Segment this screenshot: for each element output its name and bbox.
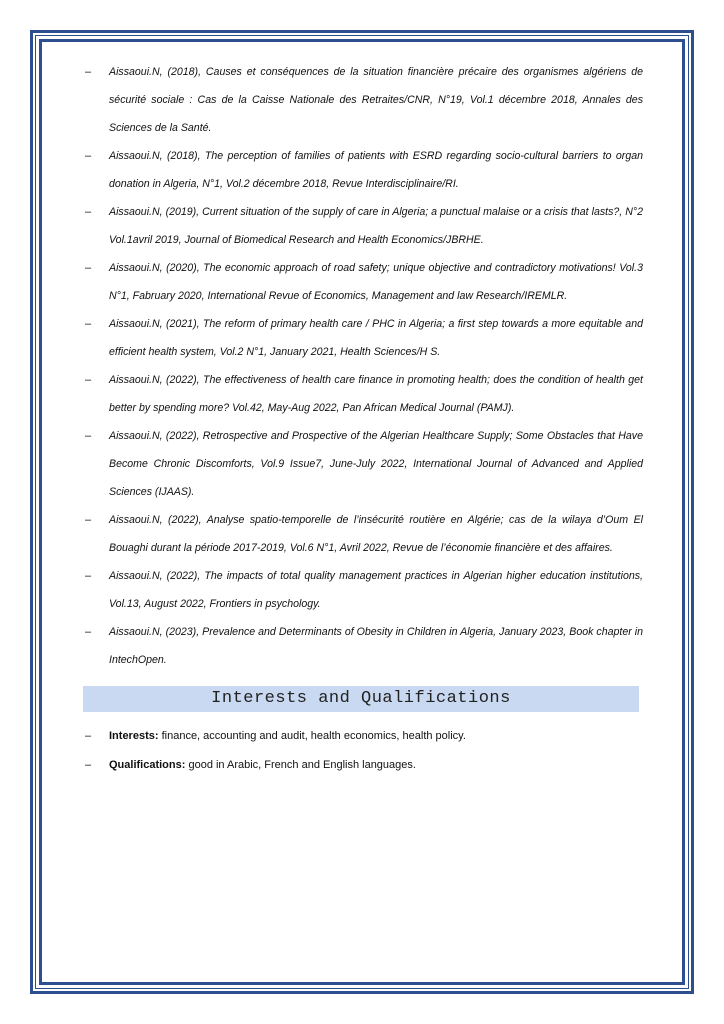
bullet-dash: –: [85, 430, 92, 442]
publication-text: Aissaoui.N, (2022), Retrospective and Prospective of the Algerian Healthcare Supply; Some Obstacles that Have Become Chronic Discomforts, Vol.9 Issue7, June-July 2022, International Journal of Advanced and Applied Sciences (IJAAS).: [109, 430, 643, 498]
publication-text: Aissaoui.N, (2020), The economic approach of road safety; unique objective and contradictory motivations! Vol.3 N°1, Fabruary 2020, International Revue of Economics, Management and law Research/IREMLR.: [109, 262, 643, 302]
bullet-dash: –: [85, 374, 92, 386]
publication-item: [83, 422, 643, 506]
bullet-dash: –: [85, 626, 92, 638]
publication-text: Aissaoui.N, (2023), Prevalence and Determinants of Obesity in Children in Algeria, January 2023, Book chapter in IntechOpen.: [109, 626, 643, 666]
bullet-dash: –: [85, 759, 92, 771]
publication-item: [83, 366, 643, 422]
publication-text: Aissaoui.N, (2021), The reform of primary health care / PHC in Algeria; a first step towards a more equitable and efficient health system, Vol.2 N°1, January 2021, Health Sciences/H S.: [109, 318, 643, 358]
bullet-dash: –: [85, 570, 92, 582]
publication-text: Aissaoui.N, (2022), The effectiveness of health care finance in promoting health; does the condition of health get better by spending more? Vol.42, May-Aug 2022, Pan African Medical Journal (PAMJ).: [109, 374, 643, 414]
publication-item: [83, 562, 643, 618]
section-header-interests-qualifications: Interests and Qualifications: [83, 686, 639, 712]
publication-list: [83, 58, 643, 674]
qualifications-item: [83, 751, 643, 780]
interests-qualifications-list: [83, 722, 643, 780]
interests-label: Interests:: [109, 730, 159, 742]
publication-text: Aissaoui.N, (2018), The perception of families of patients with ESRD regarding socio-cultural barriers to organ donation in Algeria, N°1, Vol.2 décembre 2018, Revue Interdisciplinaire/RI.: [109, 150, 643, 190]
publication-item: [83, 506, 643, 562]
publication-item: [83, 198, 643, 254]
publication-item: [83, 254, 643, 310]
page-content: [83, 58, 643, 780]
publication-item: [83, 142, 643, 198]
bullet-dash: –: [85, 730, 92, 742]
bullet-dash: –: [85, 262, 92, 274]
bullet-dash: –: [85, 318, 92, 330]
bullet-dash: –: [85, 150, 92, 162]
publication-text: Aissaoui.N, (2019), Current situation of the supply of care in Algeria; a punctual malaise or a crisis that lasts?, N°2 Vol.1avril 2019, Journal of Biomedical Research and Health Economics/JBRHE.: [109, 206, 643, 246]
bullet-dash: –: [85, 206, 92, 218]
publication-text: Aissaoui.N, (2022), Analyse spatio-temporelle de l’insécurité routière en Algérie; cas de la wilaya d’Oum El Bouaghi durant la période 2017-2019, Vol.6 N°1, Avril 2022, Revue de l’économie financière et des affaires.: [109, 514, 643, 554]
qualifications-text: good in Arabic, French and English languages.: [185, 759, 416, 771]
interests-item: [83, 722, 643, 751]
bullet-dash: –: [85, 66, 92, 78]
publication-text: Aissaoui.N, (2018), Causes et conséquences de la situation financière précaire des organismes algériens de sécurité sociale : Cas de la Caisse Nationale des Retraites/CNR, N°19, Vol.1 décembre 2018, Annales des Sciences de la Santé.: [109, 66, 643, 134]
publication-item: [83, 310, 643, 366]
publication-item: [83, 58, 643, 142]
qualifications-label: Qualifications:: [109, 759, 186, 771]
interests-text: finance, accounting and audit, health economics, health policy.: [158, 730, 466, 742]
publication-item: [83, 618, 643, 674]
publication-text: Aissaoui.N, (2022), The impacts of total quality management practices in Algerian higher education institutions, Vol.13, August 2022, Frontiers in psychology.: [109, 570, 643, 610]
bullet-dash: –: [85, 514, 92, 526]
